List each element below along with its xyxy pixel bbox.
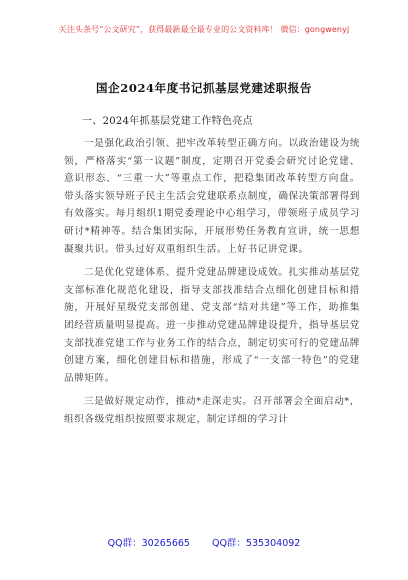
footer-qq-group-2: QQ群：535304092 [211, 538, 301, 549]
section-heading: 一、2024年抓基层党建工作特色亮点 [82, 116, 253, 127]
header-banner: 关注头条号“公文研究”，获得最新最全最专业的公文资料库！ 微信：gongwenyj [58, 25, 350, 34]
document-title: 国企2024年度书记抓基层党建述职报告 [96, 81, 312, 95]
footer-qq-group-1: QQ群：30265665 [107, 538, 190, 549]
paragraph-3: 三是做好规定动作，推动*走深走实。召开部署会全面启动*，组织各级党组织按照要求规定，制定详细的学习计 [64, 396, 360, 425]
paragraph-1: 一是强化政治引领、把牢改革转型正确方向。以政治建设为统领，严格落实“第一议题”制度，定期召开党委会研究讨论党建、意识形态、“三重一大”等重点工作，把稳集团改革转型方向盘。带头落实领导班子民主生活会党建联系点制度，确保决策部署得到有效落实。每月组织1期党委理论中心组学习，带领班子成员学习研讨*精神等。结合集团实际，开展形势任务教育宣讲，统一思想凝聚共识。带头过好双重组织生活。上好书记讲党课。 [64, 138, 360, 255]
document-body [64, 115, 360, 435]
footer-contact [0, 535, 408, 549]
paragraph-2: 二是优化党建体系、提升党建品牌建设成效。扎实推动基层党支部标准化规范化建设，指导支部找准结合点细化创建目标和措施，开展好星级党支部创建、党支部“结对共建”等工作，助推集团经营质量明显提高。进一步推动党建品牌建设提升，指导基层党支部找准党建工作与业务工作的结合点，制定切实可行的党建品牌创建方案，细化创建目标和措施，形成了“一支部一特色”的党建品牌矩阵。 [64, 267, 360, 384]
